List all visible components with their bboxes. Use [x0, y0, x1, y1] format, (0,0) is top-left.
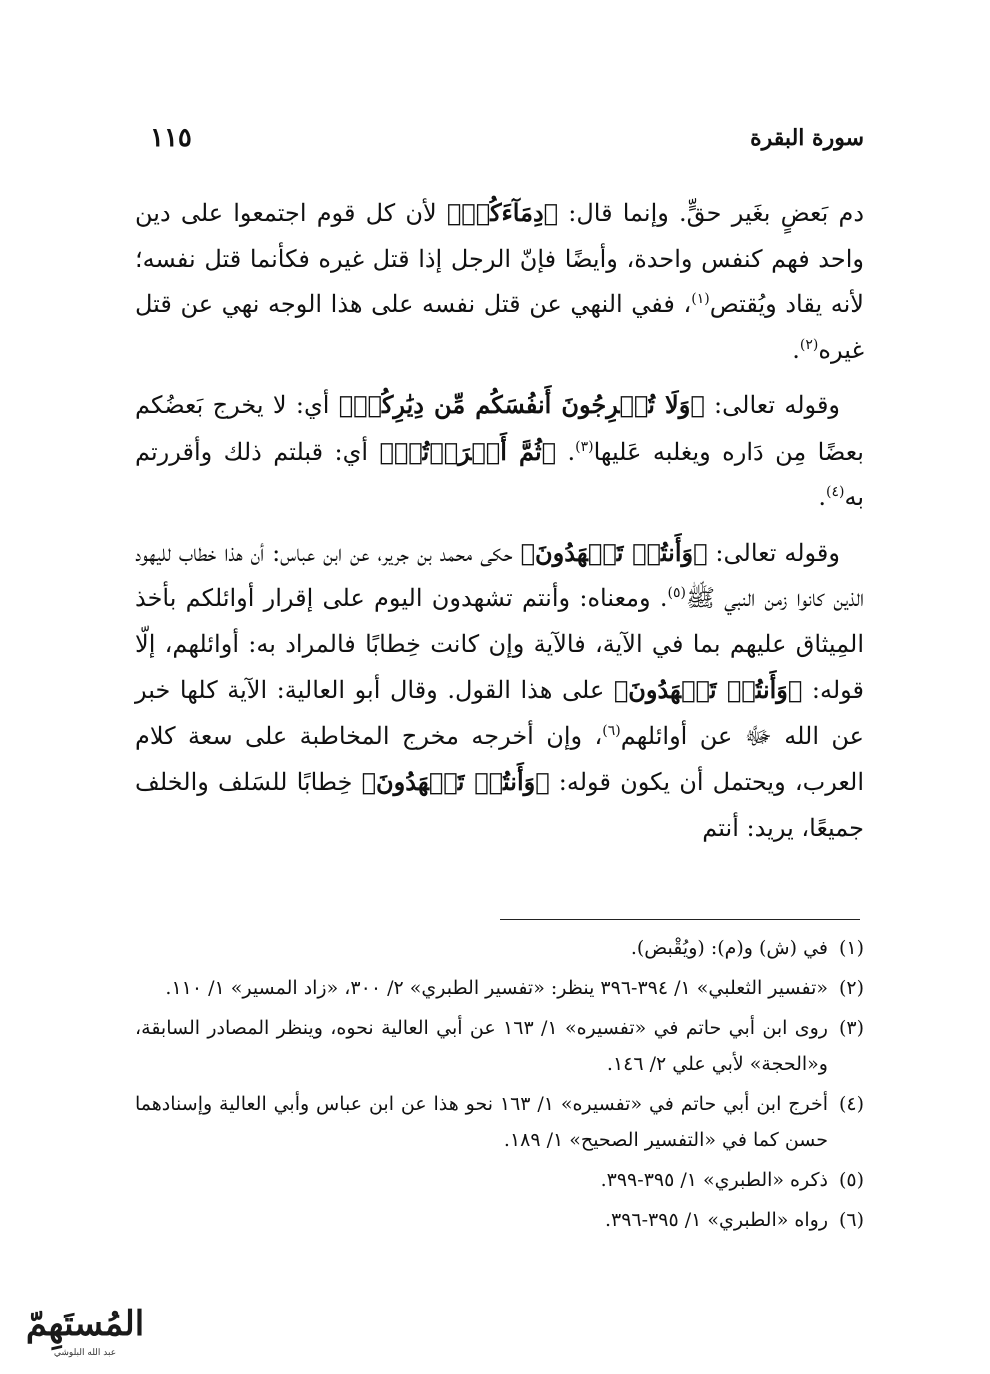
paragraph-1: [135, 190, 864, 373]
p3-text-2: حكى محمد بن جرير، عن ابن عباس: أن هذا خطاب لليهود الذين كانوا زمن النبي ﷺ: [135, 538, 864, 612]
p2-text-3: .: [556, 437, 576, 466]
logo-calligraphy: المُستَهِمّ: [25, 1304, 145, 1344]
p3-text-4: على هذا القول. وقال أبو العالية: الآية كلها خبر عن الله ﷻ عن أوائلهم: [135, 676, 864, 750]
p3-text-5: ، وإن أخرجه مخرج المخاطبة على سعة كلام العرب، ويحتمل أن يكون قوله:: [135, 721, 864, 796]
footnote-ref-1[interactable]: (١): [691, 291, 710, 307]
quran-quote: ﴿وَأَنتُمۡ تَشۡهَدُونَ﴾: [613, 675, 803, 704]
p1-text-4: .: [792, 335, 800, 364]
p2-text-5: .: [818, 483, 826, 511]
p3-text-3: . ومعناه: وأنتم تشهدون اليوم على إقرار أوائلكم بأخذ المِيثاق عليهم بما في الآية، فالآية وإن كانت خِطابًا فالمراد به: أوائلهم، إلّا قوله:: [135, 584, 865, 704]
footnote-text: رواه «الطبري» ١/ ٣٩٥-٣٩٦.: [604, 1209, 828, 1231]
footnote-separator: [500, 919, 860, 920]
footnote-item: [135, 1162, 864, 1198]
footnote-ref-6[interactable]: (٦): [602, 722, 621, 739]
footnote-number: (٣): [838, 1017, 864, 1039]
quran-quote: ﴿وَأَنتُمۡ تَشۡهَدُونَ﴾: [361, 767, 550, 796]
footnote-item: [135, 1202, 864, 1238]
footnote-item: [135, 970, 864, 1006]
publisher-logo: [10, 1290, 160, 1365]
footnote-item: [135, 1010, 864, 1082]
page-header: [150, 118, 864, 158]
paragraph-3: [135, 530, 864, 852]
p1-text-3: ، ففي النهي عن قتل نفسه على هذا الوجه نهي عن قتل غيره: [135, 290, 864, 364]
quran-quote: ﴿وَأَنتُمۡ تَشۡهَدُونَ﴾: [520, 537, 708, 567]
p3-text-6: خِطابًا للسَلف والخلف جميعًا، يريد: أنتم: [135, 768, 864, 842]
p2-text-4: أي: قبلتم ذلك وأقررتم به: [135, 437, 864, 511]
logo-subtitle: عبد الله البلوشي: [53, 1348, 117, 1358]
p2-text-1: وقوله تعالى:: [704, 391, 841, 419]
footnote-number: (٥): [838, 1169, 864, 1191]
footnote-text: في (ش) و(م): (ويُقْبض).: [630, 937, 828, 959]
p1-text-1: دم بَعضٍ بغَير حقٍّ. وإنما قال:: [558, 199, 865, 227]
p3-text-1: وقوله تعالى:: [707, 538, 840, 567]
footnote-number: (٦): [838, 1209, 864, 1231]
footnote-ref-3[interactable]: (٣): [575, 438, 594, 455]
footnotes: [135, 930, 864, 1242]
footnote-text: أخرج ابن أبي حاتم في «تفسيره» ١/ ١٦٣ نحو هذا عن ابن عباس وأبي العالية وإسنادهما حسن كما في «التفسير الصحيح» ١/ ١٨٩.: [135, 1093, 828, 1151]
main-text: [135, 190, 864, 860]
footnote-text: ذكره «الطبري» ١/ ٣٩٥-٣٩٩.: [600, 1169, 828, 1191]
footnote-ref-5[interactable]: (٥): [667, 585, 686, 601]
footnote-number: (٤): [838, 1093, 864, 1115]
surah-title: سورة البقرة: [750, 125, 864, 151]
quran-quote: ﴿ثُمَّ أَقۡرَرۡتُمۡ﴾: [379, 436, 557, 466]
footnote-item: [135, 1086, 864, 1158]
paragraph-2: [135, 382, 864, 521]
quran-quote: ﴿دِمَآءَكُمۡ﴾: [446, 198, 559, 227]
footnote-text: روى ابن أبي حاتم في «تفسيره» ١/ ١٦٣ عن أبي العالية نحوه، وينظر المصادر السابقة، و«الحجة» لأبي علي ٢/ ١٤٦.: [135, 1017, 828, 1075]
p2-text-2: أي: لا يخرج بَعضُكم بعضًا مِن دَاره ويغلبه عَليها: [135, 391, 864, 466]
quran-quote: ﴿وَلَا تُخۡرِجُونَ أَنفُسَكُم مِّن دِيَٰرِكُمۡ﴾: [338, 390, 705, 419]
page-number: ١١٥: [150, 123, 192, 153]
footnote-item: [135, 930, 864, 966]
footnote-text: «تفسير الثعلبي» ١/ ٣٩٤-٣٩٦ ينظر: «تفسير الطبري» ٢/ ٣٠٠، «زاد المسير» ١/ ١١٠.: [165, 977, 828, 999]
p1-text-2: لأن كل قوم اجتمعوا على دين واحد فهم كنفس واحدة، وأيضًا فإنّ الرجل إذا قتل غيره فكأنما قتل نفسه؛ لأنه يقاد ويُقتص: [135, 199, 864, 318]
footnote-ref-2[interactable]: (٢): [799, 336, 819, 353]
footnote-ref-4[interactable]: (٤): [825, 484, 845, 500]
footnote-number: (١): [838, 937, 864, 959]
footnote-number: (٢): [838, 977, 864, 999]
